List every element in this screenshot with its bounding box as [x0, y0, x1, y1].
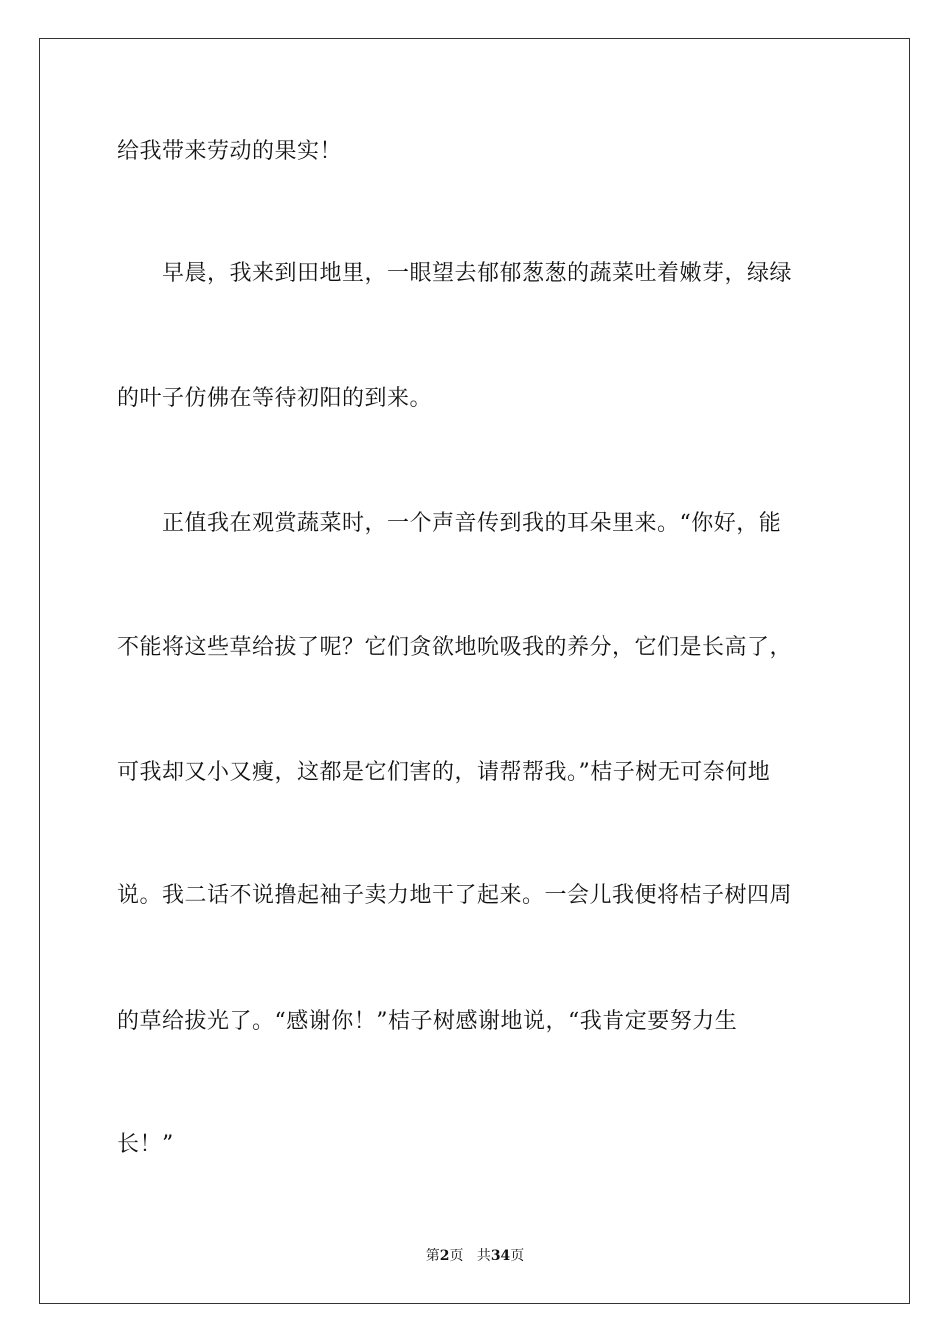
- text-line-5: 不能将这些草给拔了呢？它们贪欲地吮吸我的养分，它们是长高了，: [117, 635, 793, 660]
- text-line-3: 的叶子仿佛在等待初阳的到来。: [117, 386, 433, 411]
- footer-total-prefix: 共: [476, 1248, 491, 1264]
- text-line-9: 长！”: [117, 1132, 174, 1157]
- text-line-7: 说。我二话不说撸起袖子卖力地干了起来。一会儿我便将桔子树四周: [117, 883, 793, 908]
- footer-page-suffix: 页: [449, 1248, 464, 1264]
- text-line-1: 给我带来劳动的果实！: [117, 139, 343, 164]
- footer-total-pages: 34: [490, 1248, 511, 1264]
- page-frame: [39, 38, 910, 1304]
- page-footer: [0, 1247, 950, 1265]
- text-line-4: 正值我在观赏蔬菜时，一个声音传到我的耳朵里来。“你好，能: [117, 511, 782, 536]
- footer-total-suffix: 页: [510, 1248, 525, 1264]
- text-line-2: 早晨，我来到田地里，一眼望去郁郁葱葱的蔬菜吐着嫩芽，绿绿: [117, 261, 793, 286]
- text-line-6: 可我却又小又瘦，这都是它们害的，请帮帮我。”桔子树无可奈何地: [117, 760, 771, 785]
- text-line-8: 的草给拔光了。“感谢你！”桔子树感谢地说，“我肯定要努力生: [117, 1009, 738, 1034]
- footer-page-prefix: 第: [425, 1248, 440, 1264]
- footer-page-number: 2: [439, 1248, 450, 1264]
